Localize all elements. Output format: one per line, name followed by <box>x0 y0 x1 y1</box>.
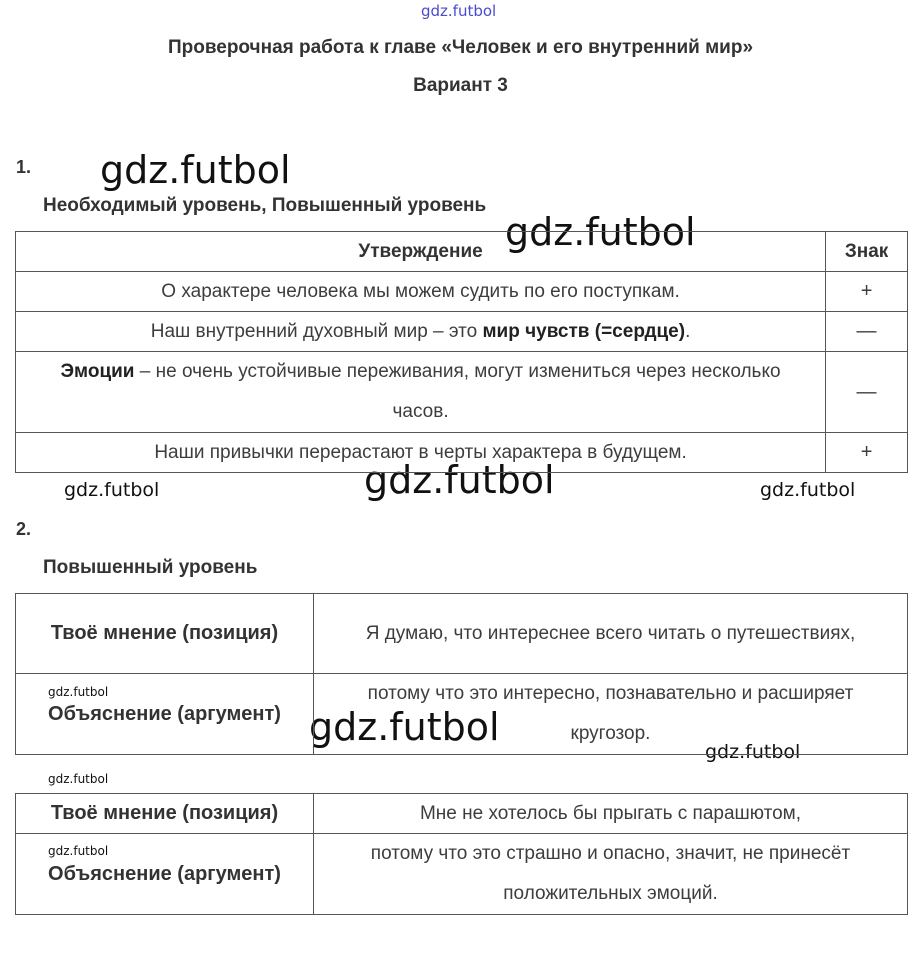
sign-cell: — <box>826 352 908 433</box>
position-text: Я думаю, что интереснее всего читать о путешествиях, <box>314 594 908 674</box>
variant-title: Вариант 3 <box>413 75 508 96</box>
statement-bold-text: мир чувств (=сердце) <box>482 320 686 342</box>
statement-cell <box>16 312 826 352</box>
table-header-row <box>16 232 908 272</box>
watermark: gdz.futbol <box>64 479 160 501</box>
statement-cell <box>16 352 826 433</box>
watermark-top: gdz.futbol <box>421 2 497 20</box>
table-row <box>16 794 908 834</box>
table-row <box>16 594 908 674</box>
argument-label: Объяснение (аргумент) <box>16 674 314 755</box>
table-row <box>16 352 908 433</box>
watermark: gdz.futbol <box>48 685 109 699</box>
table-row <box>16 272 908 312</box>
sign-cell: + <box>826 272 908 312</box>
watermark: gdz.futbol <box>48 772 109 786</box>
statements-table <box>15 231 908 473</box>
sign-cell: + <box>826 433 908 473</box>
statement-cell: О характере человека мы можем судить по его поступкам. <box>16 272 826 312</box>
position-label: Твоё мнение (позиция) <box>16 794 314 834</box>
argument-text: потому что это интересно, познавательно и расширяет кругозор. <box>314 674 908 755</box>
watermark: gdz.futbol <box>309 705 500 749</box>
task-number: 2. <box>16 519 32 539</box>
statement-text: – не очень устойчивые переживания, могут измениться через несколько часов. <box>134 361 781 422</box>
table-row <box>16 312 908 352</box>
watermark: gdz.futbol <box>760 479 856 501</box>
column-header-sign: Знак <box>826 232 908 272</box>
page-title: Проверочная работа к главе «Человек и его внутренний мир» <box>167 37 754 58</box>
opinion-table <box>15 593 908 755</box>
watermark: gdz.futbol <box>100 148 291 192</box>
argument-label: Объяснение (аргумент) <box>16 834 314 915</box>
sign-cell: — <box>826 312 908 352</box>
position-text: Мне не хотелось бы прыгать с парашютом, <box>314 794 908 834</box>
statement-bold-text: Эмоции <box>60 361 135 382</box>
statement-text: . <box>685 320 691 342</box>
position-label: Твоё мнение (позиция) <box>16 594 314 674</box>
opinion-table <box>15 793 908 915</box>
table-row <box>16 433 908 473</box>
watermark: gdz.futbol <box>364 458 555 502</box>
column-header-statement: Утверждение <box>16 232 826 272</box>
statement-text: Наш внутренний духовный мир – это <box>150 320 483 342</box>
watermark: gdz.futbol <box>505 210 696 254</box>
task-number: 1. <box>16 157 32 177</box>
task-level: Повышенный уровень <box>43 557 258 578</box>
task-level: Необходимый уровень, Повышенный уровень <box>43 195 487 216</box>
table-row <box>16 674 908 755</box>
argument-text: потому что это страшно и опасно, значит, не принесёт положительных эмоций. <box>314 834 908 915</box>
watermark: gdz.futbol <box>48 844 109 858</box>
table-row <box>16 834 908 915</box>
statement-cell: Наши привычки перерастают в черты характера в будущем. <box>16 433 826 473</box>
watermark: gdz.futbol <box>705 741 801 763</box>
